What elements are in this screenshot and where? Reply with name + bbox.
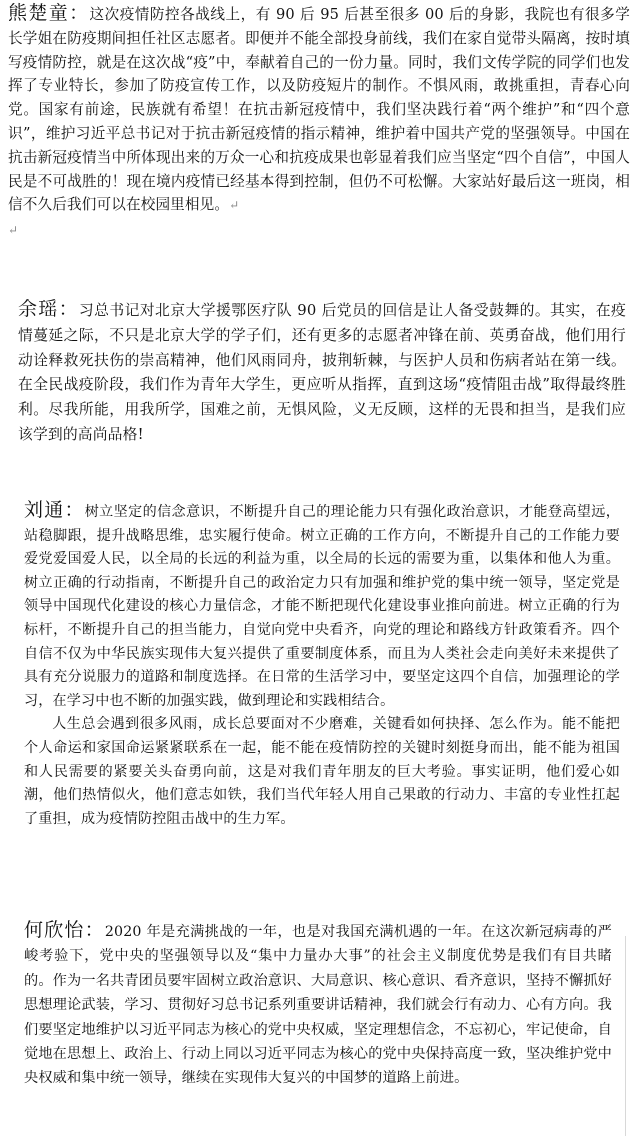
- paragraph-mark-icon: ↵: [8, 223, 19, 238]
- comment-he-xinyi: [0, 918, 640, 1091]
- author-name: 熊楚童：: [8, 2, 90, 24]
- author-name: 何欣怡：: [24, 919, 105, 941]
- comment-text: 2020 年是充满挑战的一年，也是对我国充满机遇的一年。在这次新冠病毒的严峻考验下，党中央的坚强领导以及“集中力量办大事”的社会主义制度优势是我们有目共睹的。作为一名共青团员要牢固树立政治意识、大局意识、核心意识、看齐意识，坚持不懈抓好思想理论武装，学习、贯彻好习总书记系列重要讲话精神，我们就会行有动力、心有方向。我们要坚定地维护以习近平同志为核心的党中央权威，坚定理想信念，不忘初心，牢记使命，自觉地在思想上、政治上、行动上同以习近平同志为核心的党中央保持高度一致，坚决维护党中央权威和集中统一领导，继续在实现伟大复兴的中国梦的道路上前进。: [24, 924, 612, 1087]
- comment-text: 树立坚定的信念意识，不断提升自己的理论能力只有强化政治意识，才能登高望远，站稳脚跟，提升战略思维，忠实履行使命。树立正确的工作方向，不断提升自己的工作能力要爱党爱国爱人民，以全局的长远的利益为重，以全局的长远的需要为重，以集体和他人为重。树立正确的行动指南，不断提升自己的政治定力只有加强和维护党的集中统一领导，坚定党是领导中国现代化建设的核心力量信念，才能不断把现代化建设事业推向前进。树立正确的行为标杆，不断提升自己的担当能力，自觉向党中央看齐，向党的理论和路线方针政策看齐。四个自信不仅为中华民族实现伟大复兴提供了重要制度体系，而且为人类社会走向美好未来提供了具有充分说服力的道路和制度选择。在日常的生活学习中，要坚定这四个自信，加强理论的学习，在学习中也不断的加强实践，做到理论和实践相结合。: [24, 504, 620, 709]
- comment-text: 这次疫情防控各战线上，有 90 后 95 后甚至很多 00 后的身影，我院也有很多学长学姐在防疫期间担任社区志愿者。即便并不能全部投身前线，我们在家自觉带头隔离，按时填写疫情防控，就是在这次战“疫”中，奉献着自己的一份力量。同时，我们文传学院的同学们也发挥了专业特长，参加了防疫宣传工作，以及防疫短片的制作。不惧风雨，敢挑重担，青春心向党。国家有前途，民族就有希望！在抗击新冠疫情中，我们坚决践行着“两个维护”和“四个意识”，维护习近平总书记对于抗击新冠疫情的指示精神，维护着中国共产党的坚强领导。中国在抗击新冠疫情当中所体现出来的万众一心和抗疫成果也彰显着我们应当坚定“四个自信”，中国人民是不可战胜的！现在境内疫情已经基本得到控制，但仍不可松懈。大家站好最后这一班岗，相信不久后我们可以在校园里相见。: [8, 6, 630, 214]
- empty-paragraph: [8, 218, 630, 243]
- comment-liu-tong: [0, 499, 640, 831]
- comment-paragraph: [8, 2, 630, 218]
- comment-text: 人生总会遇到很多风雨，成长总要面对不少磨难，关键看如何抉择、怎么作为。能不能把个人命运和家国命运紧紧联系在一起，能不能在疫情防控的关键时刻挺身而出，能不能为祖国和人民需要的紧要关头奋勇向前，这是对我们青年朋友的巨大考验。事实证明，他们爱心如潮，他们热情似火，他们意志如铁，我们当代年轻人用自己果敢的行动力、丰富的专业性扛起了重担，成为疫情防控阻击战中的生力军。: [24, 716, 620, 827]
- author-name: 余瑶：: [18, 298, 79, 320]
- paragraph-mark-icon: ↵: [229, 198, 240, 213]
- comment-paragraph: [24, 499, 620, 713]
- comment-paragraph: [24, 713, 620, 831]
- comment-paragraph: [24, 918, 612, 1091]
- author-name: 刘通：: [24, 499, 85, 521]
- comment-xiong-chutong: [0, 2, 640, 243]
- comment-yu-yao: [0, 297, 640, 448]
- comment-paragraph: [18, 297, 626, 448]
- comment-text: 习总书记对北京大学援鄂医疗队 90 后党员的回信是让人备受鼓舞的。其实，在疫情蔓延之际，不只是北京大学的学子们，还有更多的志愿者冲锋在前、英勇奋战，他们用行动诠释救死扶伤的崇高精神，他们风雨同舟，披荆斩棘，与医护人员和伤病者站在第一线。在全民战疫阶段，我们作为青年大学生，更应听从指挥，直到这场“疫情阻击战”取得最终胜利。尽我所能，用我所学，国难之前，无惧风险，义无反顾，这样的无畏和担当，是我们应该学到的高尚品格!: [18, 302, 626, 443]
